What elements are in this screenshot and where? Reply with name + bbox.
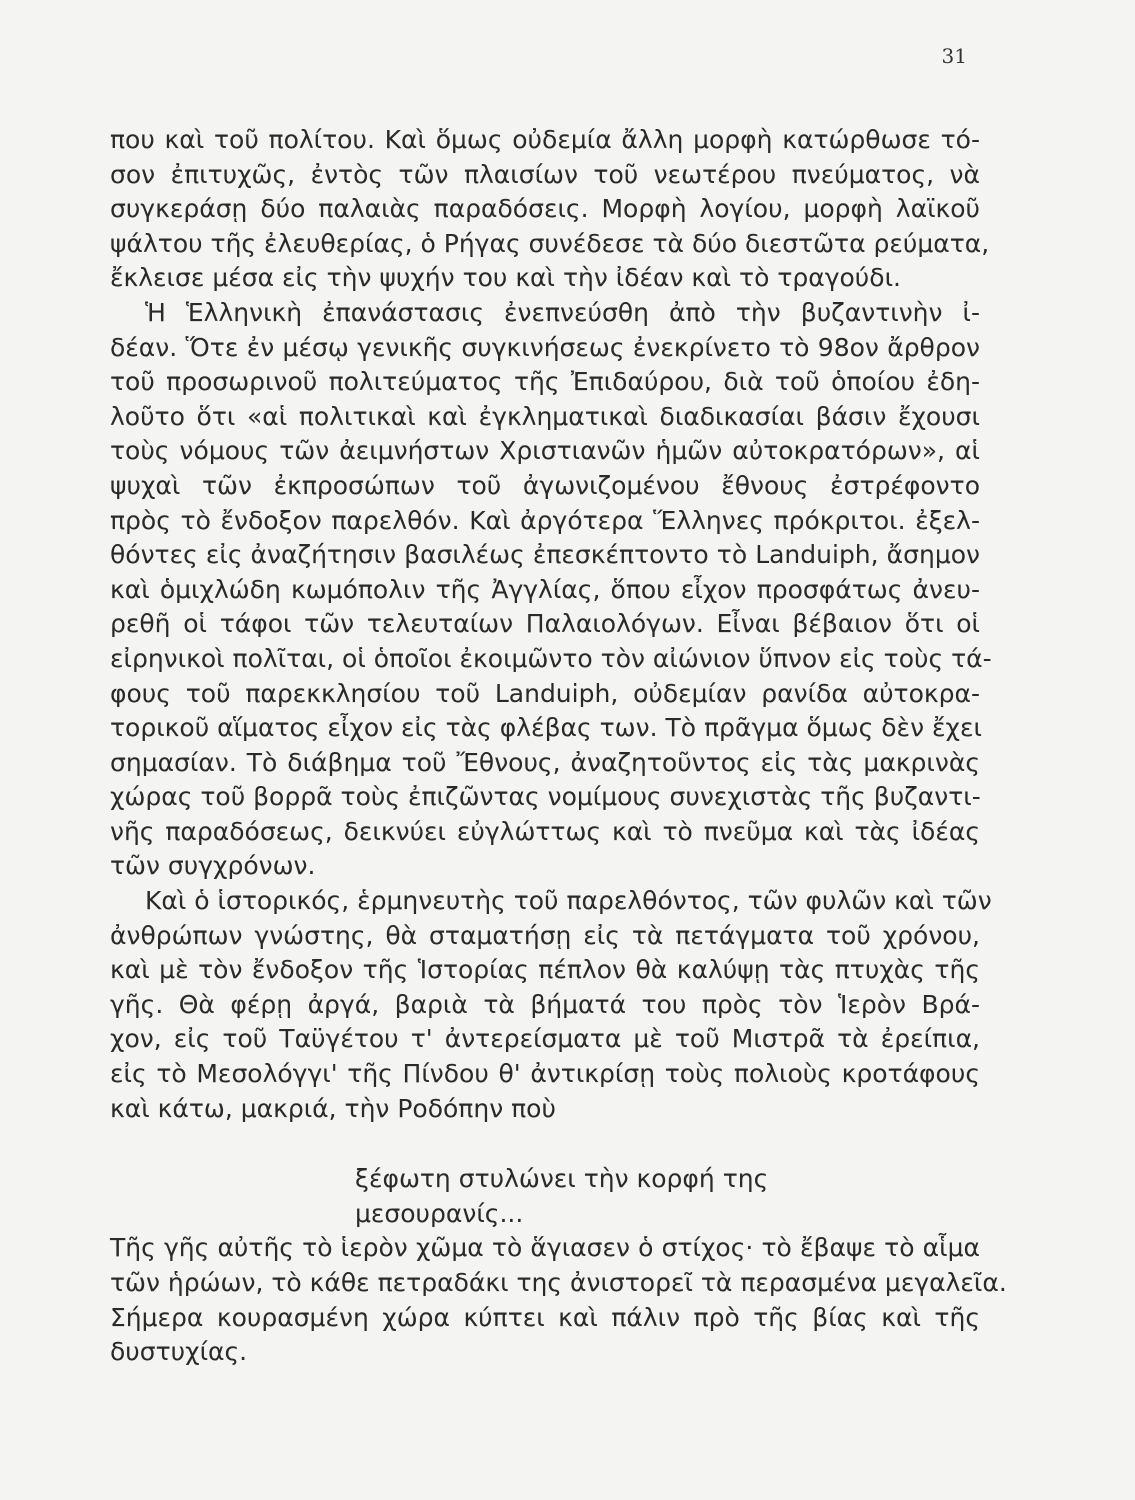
text-line: ρεθῆ οἱ τάφοι τῶν τελευταίων Παλαιολόγων. Εἶναι βέβαιον ὅτι οἱ (110, 609, 980, 639)
text-line: τοὺς νόμους τῶν ἀειμνήστων Χριστιανῶν ἡμῶν αὐτοκρατόρων», αἱ (110, 436, 980, 466)
text-line: εἰρηνικοὶ πολῖται, οἱ ὁποῖοι ἐκοιμῶντο τὸν αἰώνιον ὕπνον εἰς τοὺς τά- (110, 643, 992, 673)
text-line: γῆς. Θὰ φέρῃ ἀργά, βαριὰ τὰ βήματά του πρὸς τὸν Ἱερὸν Βρά- (110, 989, 980, 1019)
text-line: τορικοῦ αἵματος εἶχον εἰς τὰς φλέβας των. Τὸ πρᾶγμα ὅμως δὲν ἔχει (110, 713, 982, 743)
text-line: ἀνθρώπων γνώστης, θὰ σταματήσῃ εἰς τὰ πετάγματα τοῦ χρόνου, (110, 920, 980, 950)
text-line: καὶ κάτω, μακριά, τὴν Ροδόπην ποὺ (110, 1093, 556, 1123)
verse-line: ξέφωτη στυλώνει τὴν κορφή της (355, 1164, 769, 1194)
text-line: λοῦτο ὅτι «αἱ πολιτικαὶ καὶ ἐγκληματικαὶ διαδικασίαι βάσιν ἔχουσι (110, 401, 980, 431)
text-line: νῆς παραδόσεως, δεικνύει εὐγλώττως καὶ τὸ πνεῦμα καὶ τὰς ἰδέας (110, 816, 980, 846)
text-line: δέαν. Ὅτε ἐν μέσῳ γενικῆς συγκινήσεως ἐνεκρίνετο τὸ 98ον ἄρθρον (110, 332, 980, 362)
text-line: χον, εἰς τοῦ Ταϋγέτου τ' ἀντερείσματα μὲ τοῦ Μιστρᾶ τὰ ἐρείπια, (110, 1024, 980, 1054)
text-line: εἰς τὸ Μεσολόγγι' τῆς Πίνδου θ' ἀντικρίσῃ τοὺς πολιοὺς κροτάφους (110, 1059, 980, 1089)
text-line: χώρας τοῦ βορρᾶ τοὺς ἐπιζῶντας νομίμους συνεχιστὰς τῆς βυζαντι- (110, 782, 981, 812)
text-line: τῶν ἡρώων, τὸ κάθε πετραδάκι της ἀνιστορεῖ τὰ περασμένα μεγαλεῖα. (110, 1268, 1007, 1297)
text-line: πρὸς τὸ ἔνδοξον παρελθόν. Καὶ ἀργότερα Ἕλληνες πρόκριτοι. ἐξελ- (110, 505, 980, 535)
verse-line: μεσουρανίς... (355, 1198, 524, 1228)
text-line: συγκεράσῃ δύο παλαιὰς παραδόσεις. Μορφὴ λογίου, μορφὴ λαϊκοῦ (110, 194, 980, 224)
text-line: δυστυχίας. (110, 1337, 248, 1367)
text-line: Ἡ Ἑλληνικὴ ἐπανάστασις ἐνεπνεύσθη ἀπὸ τὴν βυζαντινὴν ἰ- (145, 297, 980, 327)
body-text (110, 123, 1007, 1370)
text-line: Τῆς γῆς αὐτῆς τὸ ἱερὸν χῶμα τὸ ἅγιασεν ὁ στίχος· τὸ ἔβαψε τὸ αἷμα (110, 1233, 980, 1263)
text-line: θόντες εἰς ἀναζήτησιν βασιλέως ἐπεσκέπτοντο τὸ Landuiph, ἄσημον (110, 540, 980, 570)
text-line: τῶν συγχρόνων. (110, 851, 316, 881)
text-line: τοῦ προσωρινοῦ πολιτεύματος τῆς Ἐπιδαύρου, διὰ τοῦ ὁποίου ἐδη- (110, 367, 980, 397)
text-line: φους τοῦ παρεκκλησίου τοῦ Landuiph, οὐδεμίαν ρανίδα αὐτοκρα- (110, 678, 980, 708)
page-number: 31 (941, 44, 967, 68)
text-line: Σήμερα κουρασμένη χώρα κύπτει καὶ πάλιν πρὸ τῆς βίας καὶ τῆς (110, 1302, 980, 1332)
text-line: καὶ ὁμιχλώδη κωμόπολιν τῆς Ἀγγλίας, ὅπου εἶχον προσφάτως ἀνευ- (110, 574, 980, 604)
text-line: ψάλτου τῆς ἐλευθερίας, ὁ Ρήγας συνέδεσε τὰ δύο διεστῶτα ρεύματα, (110, 228, 990, 258)
text-line: Καὶ ὁ ἱστορικός, ἑρμηνευτὴς τοῦ παρελθόντος, τῶν φυλῶν καὶ τῶν (145, 886, 992, 916)
text-line: σον ἐπιτυχῶς, ἐντὸς τῶν πλαισίων τοῦ νεωτέρου πνεύματος, νὰ (110, 159, 980, 189)
text-line: ψυχαὶ τῶν ἐκπροσώπων τοῦ ἀγωνιζομένου ἔθνους ἐστρέφοντο (110, 470, 980, 500)
text-line: ἔκλεισε μέσα εἰς τὴν ψυχήν του καὶ τὴν ἰδέαν καὶ τὸ τραγούδι. (110, 263, 901, 293)
text-line: καὶ μὲ τὸν ἔνδοξον τῆς Ἱστορίας πέπλον θὰ καλύψῃ τὰς πτυχὰς τῆς (110, 955, 980, 985)
text-line: που καὶ τοῦ πολίτου. Καὶ ὅμως οὐδεμία ἄλλη μορφὴ κατώρθωσε τό- (110, 125, 980, 154)
verse-gap (110, 1126, 980, 1162)
text-line: σημασίαν. Τὸ διάβημα τοῦ Ἔθνους, ἀναζητοῦντος εἰς τὰς μακρινὰς (110, 747, 980, 777)
